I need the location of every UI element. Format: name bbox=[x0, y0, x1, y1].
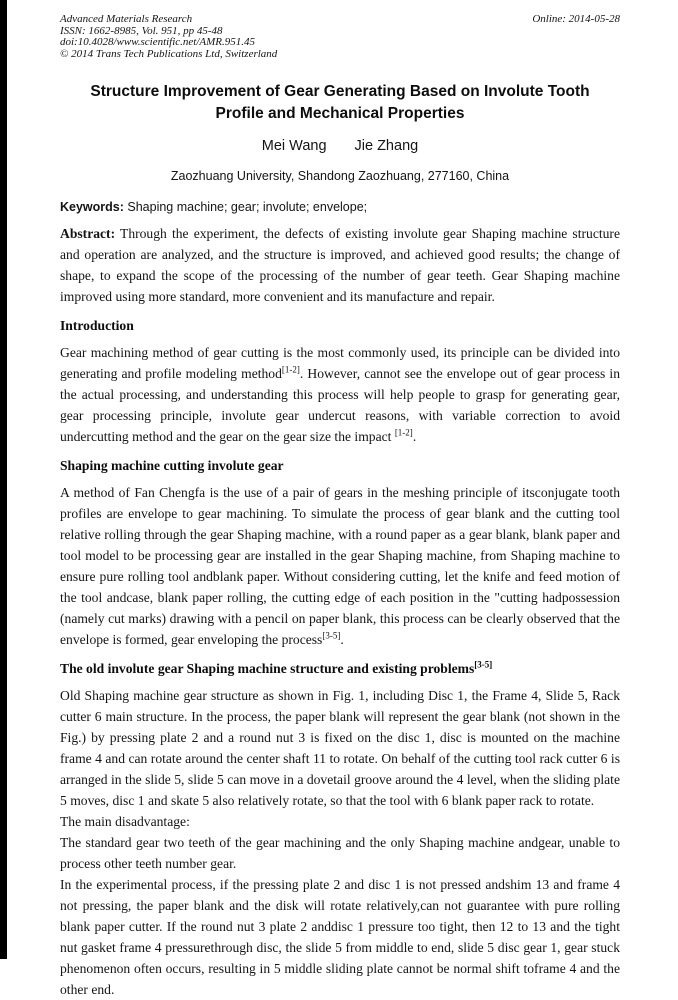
paragraph bbox=[60, 832, 620, 874]
text-run: Old Shaping machine gear structure as shown in Fig. 1, including Disc 1, the Frame 4, Slide 5, Rack cutter 6 main structure. In the process, the paper blank will represent the gear blank (not shown in the Fig.) by pressing plate 2 and a round nut 3 is fixed on the disc 1, disc is mounted on the machine frame 4 and can rotate around the center shaft 11 to rotate. On behalf of the cutting tool rack cutter 6 is arranged in the slide 5, slide 5 can move in a dovetail groove around the 4 level, when the sliding plate 5 moves, disc 1 and skate 5 also relatively rotate, so that the tool with 6 blank paper rack to rotate. bbox=[60, 688, 620, 808]
text-run: Gear machining method of gear cutting is the most commonly used, its principle can be divided into generating and profile modeling method bbox=[60, 345, 620, 381]
paragraph bbox=[60, 482, 620, 650]
author-name: Jie Zhang bbox=[354, 138, 419, 154]
citation-superscript: [1-2] bbox=[281, 364, 300, 375]
section-heading bbox=[60, 317, 620, 335]
page-title: Structure Improvement of Gear Generating Based on Involute Tooth Profile and Mechanical Properties bbox=[90, 83, 590, 122]
publication-info bbox=[60, 14, 277, 60]
keywords-text: Shaping machine; gear; involute; envelope; bbox=[123, 200, 368, 214]
text-run: The old involute gear Shaping machine structure and existing problems bbox=[60, 661, 475, 676]
paragraph bbox=[60, 685, 620, 811]
section-heading bbox=[60, 660, 620, 678]
paragraph bbox=[60, 874, 620, 1000]
text-run: Shaping machine cutting involute gear bbox=[60, 458, 284, 473]
text-run: . bbox=[412, 429, 417, 444]
author-name: Mei Wang bbox=[261, 138, 327, 154]
abstract-paragraph bbox=[60, 223, 620, 307]
article-body bbox=[60, 317, 620, 1000]
text-run: . bbox=[340, 632, 344, 647]
scan-edge-bar bbox=[0, 0, 7, 959]
affiliation: Zaozhuang University, Shandong Zaozhuang, 277160, China bbox=[170, 169, 510, 183]
journal-name: Advanced Materials Research bbox=[60, 13, 193, 25]
text-run: In the experimental process, if the pressing plate 2 and disc 1 is not pressed andshim 13 and frame 4 not pressing, the paper blank and the disk will rotate relatively,can not guarantee with pure rolling blank paper cutter. If the round nut 3 plate 2 anddisc 1 pressure too tight, then 12 to 13 and the tight nut gasket frame 4 pressurethrough disc, the slide 5 from middle to end, slide 5 disc gear 1, gear stuck phenomenon often occurs, resulting in 5 middle sliding plate cannot be normal shift toframe 4 and the other end. bbox=[60, 877, 620, 997]
online-date: Online: 2014-05-28 bbox=[532, 13, 620, 25]
keywords-label: Keywords: bbox=[60, 200, 124, 214]
doi-line: doi:10.4028/www.scientific.net/AMR.951.45 bbox=[60, 36, 256, 48]
citation-superscript: [3-5] bbox=[474, 659, 493, 670]
abstract-label: Abstract: bbox=[60, 226, 116, 241]
text-run: A method of Fan Chengfa is the use of a pair of gears in the meshing principle of itsconjugate tooth profiles are envelope to gear machining. To simulate the process of gear blank and the cutting tool relative rolling through the gear Shaping machine, with a round paper as a gear blank, blank paper and tool model to be processing gear are installed in the gear Shaping machine, from Shaping machine to ensure pure rolling tool andblank paper. Without considering cutting, let the knife and feed motion of the tool andcase, blank paper rolling, the cutting edge of each position in the "cutting hadpossession (namely cut marks) drawing with a pencil on paper blank, this process can be clearly observed that the envelope is formed, gear enveloping the process bbox=[60, 485, 620, 647]
text-run: . However, cannot see the envelope out of gear process in the actual processing, and understanding this process will help people to grasp for generating gear, gear processing principle, involute gear undercut reasons, with variable correction to avoid undercutting method and the gear on the gear size the impact bbox=[60, 366, 620, 444]
section-heading bbox=[60, 457, 620, 475]
keywords-line bbox=[60, 200, 620, 214]
citation-superscript: [1-2] bbox=[394, 427, 413, 438]
text-run: Introduction bbox=[60, 318, 134, 333]
paragraph bbox=[60, 342, 620, 447]
text-run: The standard gear two teeth of the gear machining and the only Shaping machine andgear, unable to process other teeth number gear. bbox=[60, 835, 620, 871]
copyright-line: © 2014 Trans Tech Publications Ltd, Switzerland bbox=[60, 47, 278, 60]
issn-volume-line: ISSN: 1662-8985, Vol. 951, pp 45-48 bbox=[60, 24, 223, 37]
paragraph bbox=[60, 811, 620, 832]
publication-header bbox=[60, 14, 620, 60]
authors-line bbox=[60, 138, 620, 154]
abstract-text: Through the experiment, the defects of existing involute gear Shaping machine structure and operation are analyzed, and the structure is improved, and achieved good results; the change of shape, to expand the scope of the processing of the number of gear teeth. Gear Shaping machine improved using more standard, more convenient and its manufacture and repair. bbox=[60, 226, 620, 304]
citation-superscript: [3-5] bbox=[322, 630, 341, 641]
text-run: The main disadvantage: bbox=[60, 814, 190, 829]
